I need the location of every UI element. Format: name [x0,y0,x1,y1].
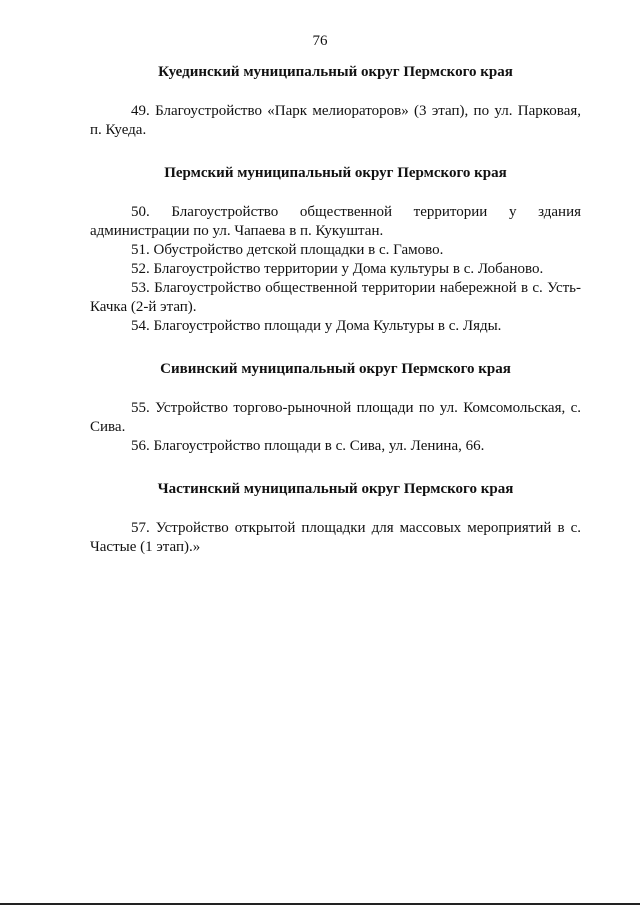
page-number: 76 [312,33,328,49]
section-heading: Куединский муниципальный округ Пермского края [158,64,513,80]
section-permsky [90,162,581,336]
section-kuedinsky [90,61,581,140]
section-heading: Пермский муниципальный округ Пермского края [164,165,507,181]
list-item: 50. Благоустройство общественной территории у здания администрации по ул. Чапаева в п. Кукуштан. [90,204,581,239]
list-item: 53. Благоустройство общественной территории набережной в с. Усть-Качка (2-й этап). [90,280,581,315]
list-item: 56. Благоустройство площади в с. Сива, ул. Ленина, 66. [131,438,485,454]
section-heading: Сивинский муниципальный округ Пермского края [160,361,511,377]
list-item: 54. Благоустройство площади у Дома Культуры в с. Ляды. [131,318,502,334]
list-item: 55. Устройство торгово-рыночной площади по ул. Комсомольская, с. Сива. [90,400,581,435]
list-item: 52. Благоустройство территории у Дома культуры в с. Лобаново. [131,261,544,277]
page-bottom-edge [0,903,640,905]
section-heading: Частинский муниципальный округ Пермского края [157,481,514,497]
list-item: 49. Благоустройство «Парк мелиораторов» (3 этап), по ул. Парковая, п. Куеда. [90,103,581,138]
section-sivinsky [90,358,581,456]
document-body [90,61,581,557]
list-item: 57. Устройство открытой площадки для массовых мероприятий в с. Частые (1 этап).» [90,520,581,555]
list-item: 51. Обустройство детской площадки в с. Гамово. [131,242,444,258]
section-chastinsky [90,478,581,557]
